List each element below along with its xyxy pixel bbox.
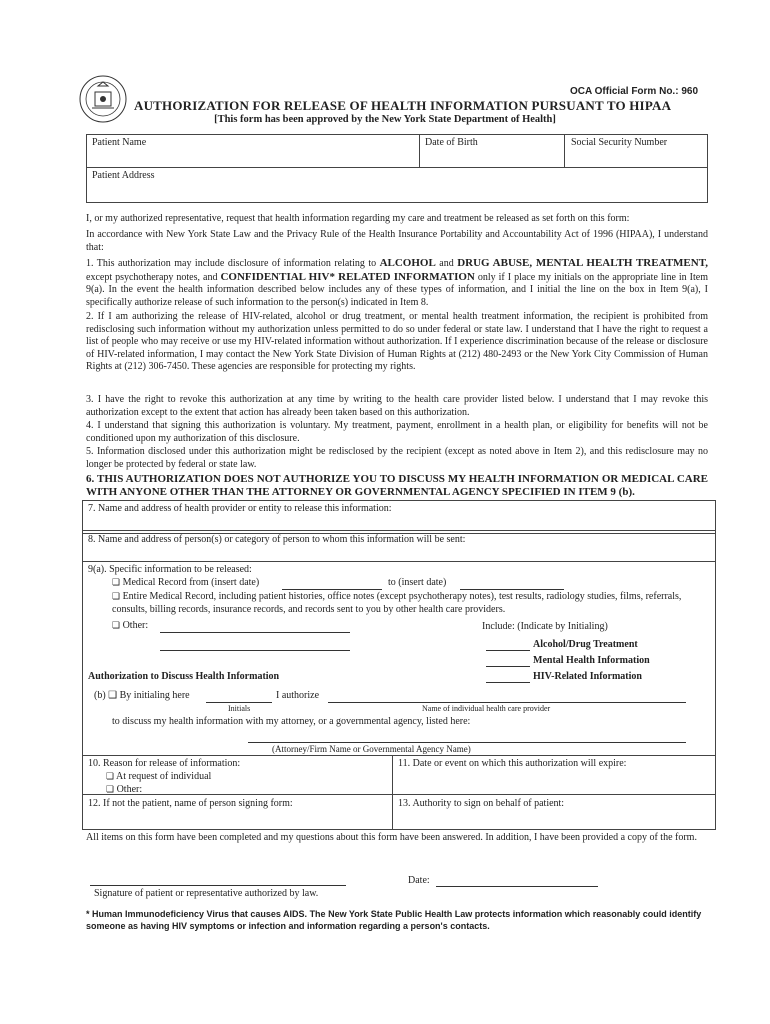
attorney-line[interactable] — [248, 742, 686, 743]
checkbox-icon[interactable]: ❏ — [106, 785, 115, 795]
item-3: 3. I have the right to revoke this authorization at any time by writing to the health care provider listed below. I understand that I may revoke this authorization except to the extent that action has already been taken based on this authorization. — [86, 394, 708, 418]
item-10-label: 10. Reason for release of information: — [88, 758, 241, 769]
at-request-option[interactable]: ❏ At request of individual — [106, 771, 212, 782]
mental-label: Mental Health Information — [533, 655, 650, 666]
form-number: OCA Official Form No.: 960 — [570, 86, 698, 97]
checkbox-icon[interactable]: ❏ — [106, 772, 115, 782]
item-6: 6. THIS AUTHORIZATION DOES NOT AUTHORIZE YOU TO DISCUSS MY HEALTH INFORMATION OR MEDICAL CARE WITH ANYONE OTHER THAN THE ATTORNEY OR GOVERNMENTAL AGENCY SPECIFIED IN ITEM 9 (b). — [86, 473, 708, 498]
b-initials-line[interactable] — [206, 702, 272, 703]
date-label: Date: — [408, 875, 430, 886]
hiv-initial-line[interactable] — [486, 682, 530, 683]
b-initialing-label: (b) ❑ By initialing here — [94, 690, 190, 701]
item-1: 1. This authorization may include disclosure of information relating to ALCOHOL and DRUG ABUSE, MENTAL HEALTH TREATMENT, except psychotherapy notes, and CONFIDENTIAL HIV* RELATED INFORMATION only if I place my initials on the appropriate line in Item 9(a). In the event the health information described below includes any of these types of information, and I initial the line on the box in Item 9(a), I specifically authorize release of such information to the person(s) indicated in Item 8. — [86, 257, 708, 308]
mental-initial-line[interactable] — [486, 666, 530, 667]
other-line-2[interactable] — [160, 650, 350, 651]
completion-statement: All items on this form have been completed and my questions about this form have been answered. In addition, I have been provided a copy of the form. — [86, 832, 697, 843]
from-date-line[interactable] — [282, 589, 382, 590]
ssn-label: Social Security Number — [571, 137, 668, 148]
alcohol-initial-line[interactable] — [486, 650, 530, 651]
other-reason-option[interactable]: ❏ Other: — [106, 784, 143, 795]
item-9a-label: 9(a). Specific information to be released: — [88, 564, 252, 575]
hiv-footnote: * Human Immunodeficiency Virus that causes AIDS. The New York State Public Health Law protects information which reasonably could identify someone as having HIV symptoms or infection and information regarding a person's contacts. — [86, 909, 702, 931]
patient-address-box — [86, 167, 708, 203]
form-subtitle: [This form has been approved by the New York State Department of Health] — [214, 114, 556, 125]
to-date-line[interactable] — [460, 589, 564, 590]
alcohol-label: Alcohol/Drug Treatment — [533, 639, 638, 650]
item-13-label: 13. Authority to sign on behalf of patient: — [398, 798, 565, 809]
checkbox-icon[interactable]: ❏ — [112, 621, 121, 631]
provider-name-line[interactable] — [328, 702, 686, 703]
i-authorize-label: I authorize — [276, 690, 320, 701]
entire-record-option[interactable]: ❏ Entire Medical Record, including patient histories, office notes (except psychotherapy notes), test results, radiology studies, films, referrals, consults, billing records, insurance records, and records sent to you by other health care providers. — [112, 591, 682, 615]
dob-label: Date of Birth — [425, 137, 478, 148]
item-5: 5. Information disclosed under this authorization might be redisclosed by the recipient (except as noted above in Item 2), and this redisclosure may no longer be protected by federal or state law. — [86, 446, 708, 470]
checkbox-icon[interactable]: ❏ — [112, 592, 121, 602]
attorney-caption: (Attorney/Firm Name or Governmental Agency Name) — [272, 744, 471, 754]
discuss-text: to discuss my health information with my attorney, or a governmental agency, listed here: — [112, 716, 471, 727]
to-date-label: to (insert date) — [388, 577, 447, 588]
intro-text: I, or my authorized representative, request that health information regarding my care and treatment be released as set forth on this form: — [86, 213, 630, 224]
date-line[interactable] — [436, 886, 598, 887]
law-text: In accordance with New York State Law and the Privacy Rule of the Health Insurance Portability and Accountability Act of 1996 (HIPAA), I understand that: — [86, 229, 708, 253]
item-11-label: 11. Date or event on which this authorization will expire: — [398, 758, 627, 769]
include-label: Include: (Indicate by Initialing) — [482, 621, 608, 632]
other-line-1[interactable] — [160, 632, 350, 633]
item-2: 2. If I am authorizing the release of HIV-related, alcohol or drug treatment, or mental health treatment information, the recipient is prohibited from redisclosing such information without my authorization unless permitted to do so under federal or state law. I understand that I have the right to request a list of people who may receive or use my HIV-related information without authorization. If I experience discrimination because of the release or disclosure of HIV-related information, I may contact the New York State Division of Human Rights at (212) 480-2493 or the New York City Commission of Human Rights at (212) 306-7450. These agencies are responsible for protecting my rights. — [86, 311, 708, 373]
patient-address-label: Patient Address — [92, 170, 155, 181]
provider-caption: Name of individual health care provider — [422, 704, 551, 713]
auth-discuss-heading: Authorization to Discuss Health Information — [88, 671, 280, 682]
item-4: 4. I understand that signing this authorization is voluntary. My treatment, payment, enrollment in a health plan, or eligibility for benefits will not be conditioned upon my authorization of this disclosure. — [86, 420, 708, 444]
item-8-label: 8. Name and address of person(s) or category of person to whom this information will be sent: — [88, 534, 466, 545]
item-7-label: 7. Name and address of health provider or entity to release this information: — [88, 503, 392, 514]
signature-label: Signature of patient or representative authorized by law. — [94, 888, 319, 899]
form-title: AUTHORIZATION FOR RELEASE OF HEALTH INFORMATION PURSUANT TO HIPAA — [134, 98, 672, 113]
initials-caption: Initials — [228, 704, 251, 713]
other-option[interactable]: ❏ Other: — [112, 620, 149, 631]
checkbox-icon[interactable]: ❏ — [112, 578, 121, 588]
patient-name-label: Patient Name — [92, 137, 147, 148]
hiv-label: HIV-Related Information — [533, 671, 642, 682]
medical-record-option[interactable]: ❏ Medical Record from (insert date) — [112, 577, 260, 588]
item-12-label: 12. If not the patient, name of person signing form: — [88, 798, 293, 809]
signature-line[interactable] — [90, 885, 346, 886]
